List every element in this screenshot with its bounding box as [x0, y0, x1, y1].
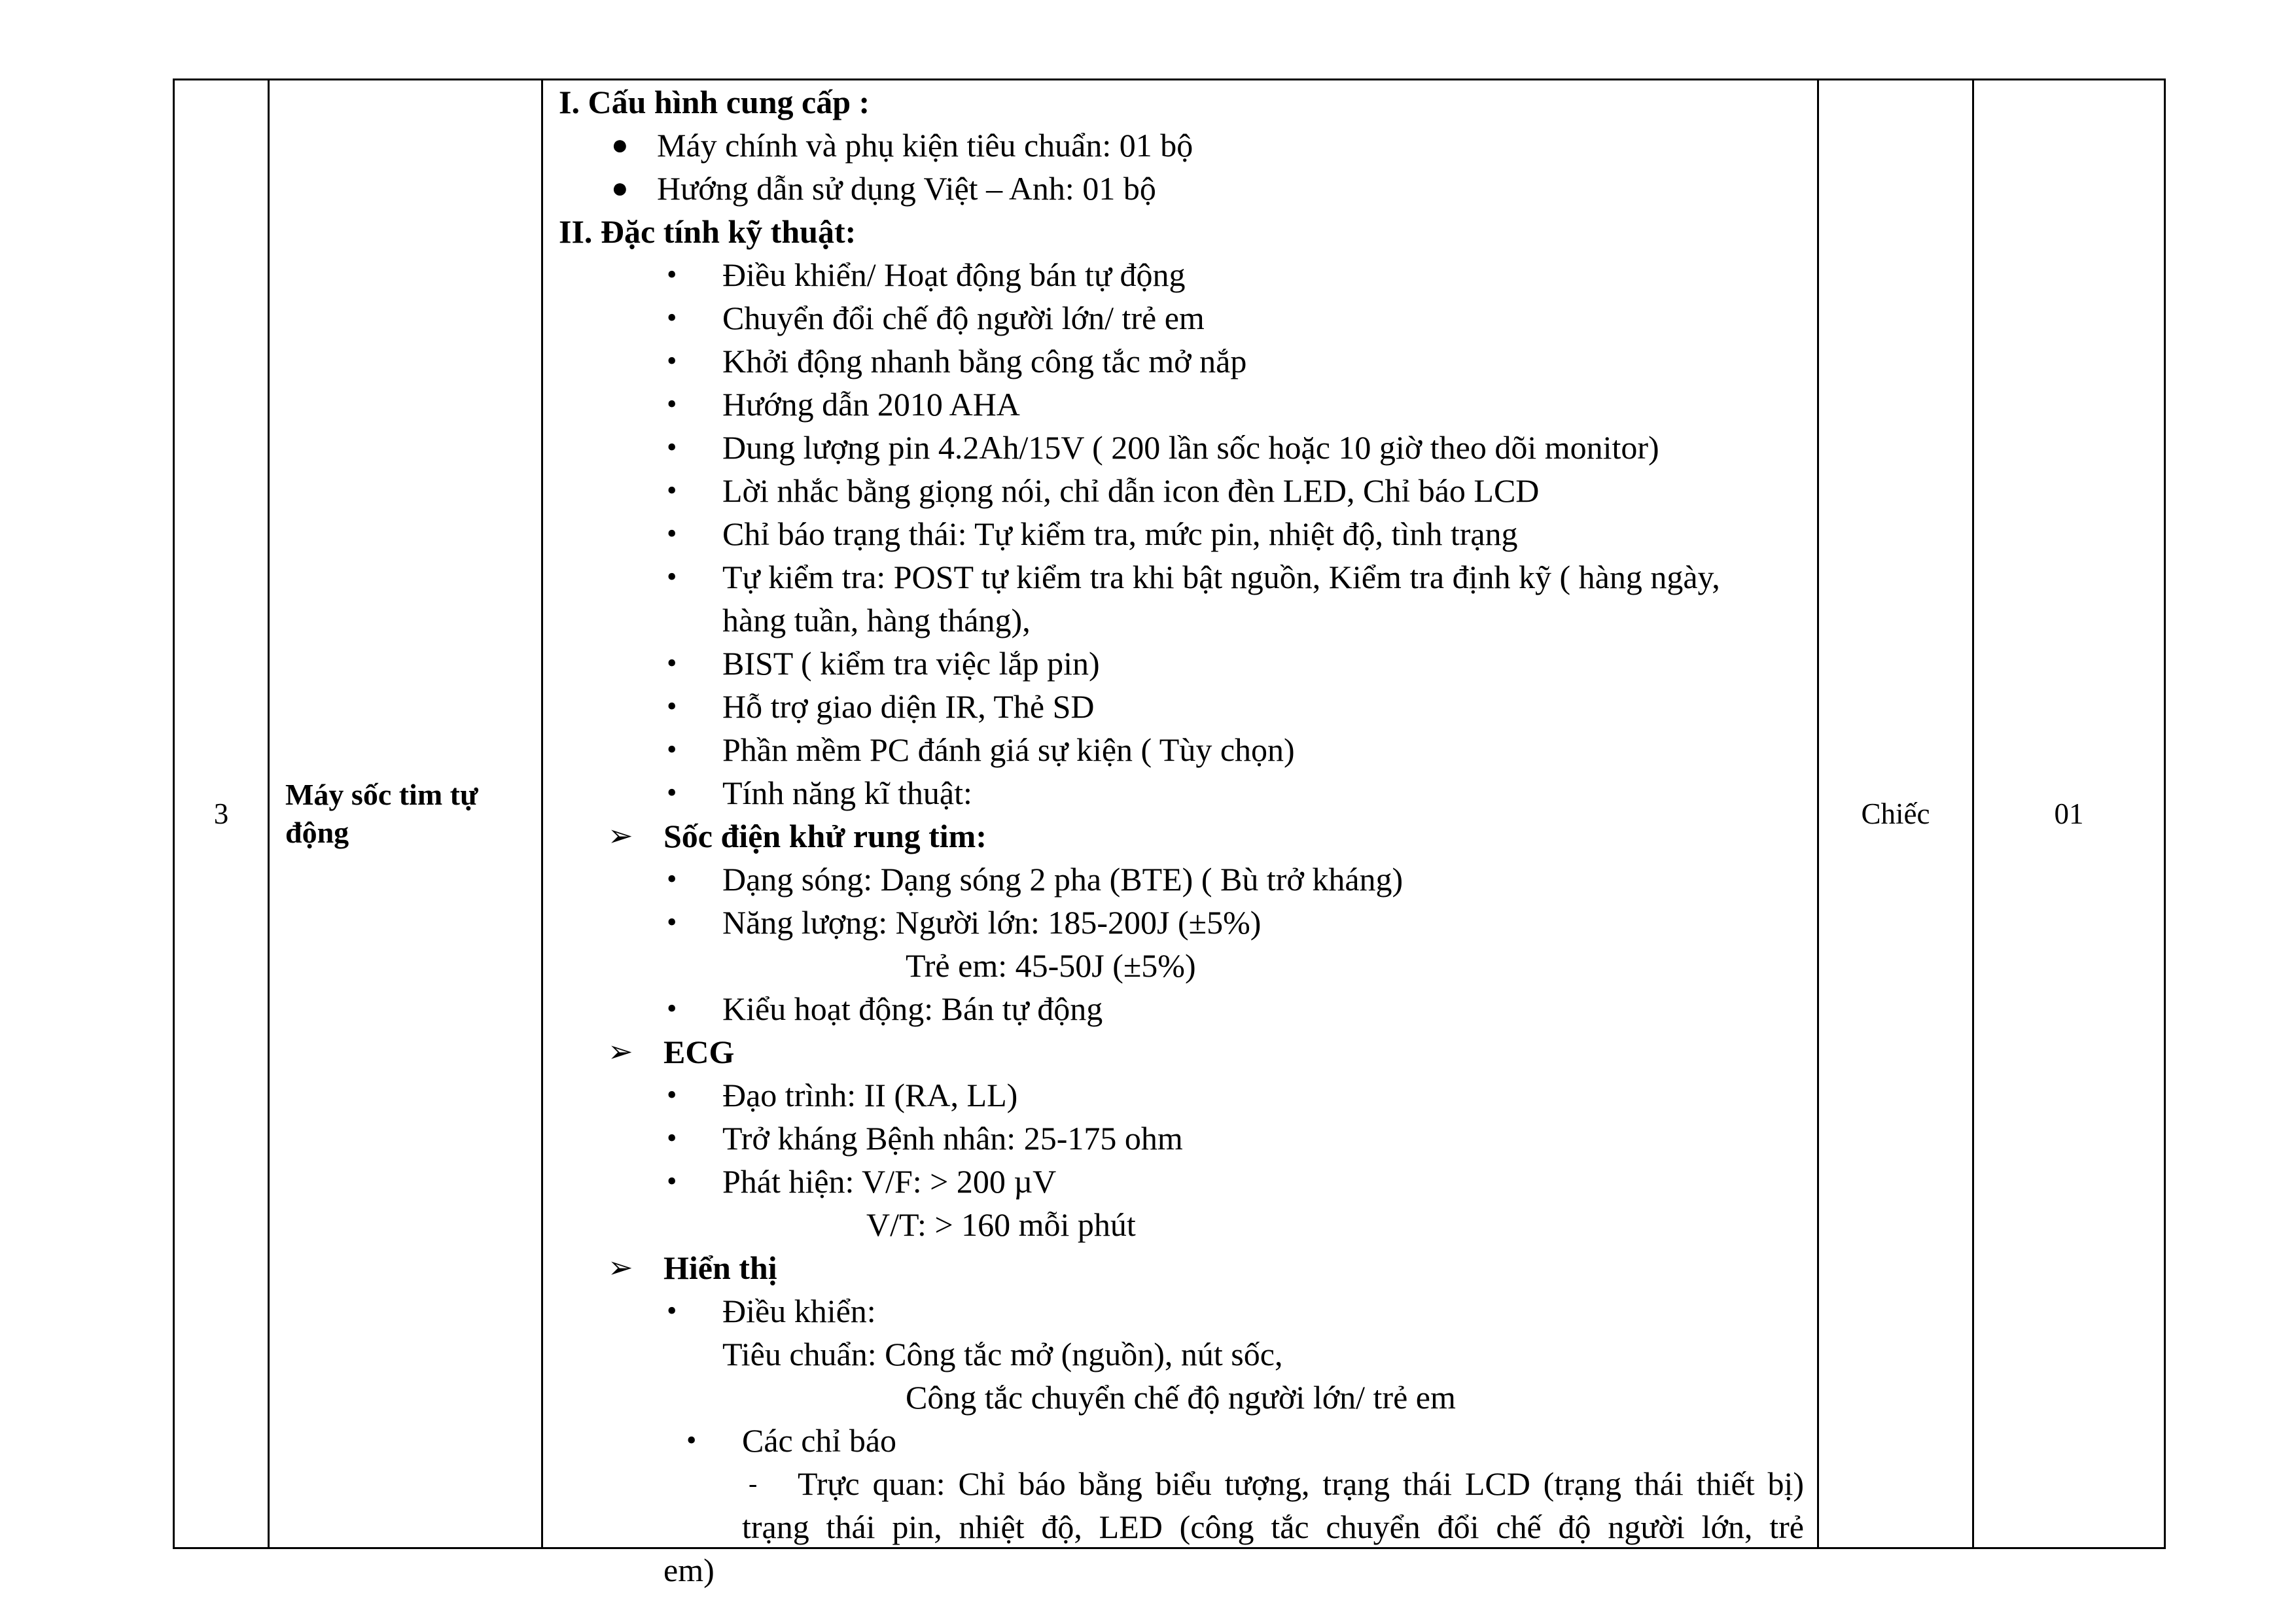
- bullet-icon: •: [667, 302, 677, 334]
- list-item: • Lời nhắc bằng giọng nói, chỉ dẫn icon đèn LED, Chỉ báo LCD: [559, 469, 1804, 512]
- bullet-icon: •: [667, 777, 677, 809]
- list-item: • Dung lượng pin 4.2Ah/15V ( 200 lần sốc hoặc 10 giờ theo dõi monitor): [559, 426, 1804, 469]
- dash-bullet-icon: -: [749, 1469, 758, 1498]
- bullet-icon: •: [667, 1122, 677, 1154]
- section1-title: I. Cấu hình cung cấp :: [559, 84, 870, 120]
- bullet-icon: •: [667, 345, 677, 377]
- unit-value: Chiếc: [1861, 797, 1930, 830]
- bullet-icon: •: [686, 1424, 697, 1456]
- list-item: - Trực quan: Chỉ báo bằng biểu tượng, trạng thái LCD (trạng thái thiết bị): [559, 1462, 1804, 1505]
- bullet-icon: •: [667, 431, 677, 463]
- bullet-icon: •: [667, 388, 677, 420]
- cell-quantity: [1974, 80, 2164, 1547]
- list-item: • Điều khiển/ Hoạt động bán tự động: [559, 253, 1804, 296]
- list-item: • Các chỉ báo: [559, 1419, 1804, 1462]
- list-item: • Phát hiện: V/F: > 200 µV: [559, 1160, 1804, 1203]
- list-item: ● Máy chính và phụ kiện tiêu chuẩn: 01 bộ: [559, 124, 1804, 167]
- cell-specification: [543, 80, 1819, 1588]
- list-item: ● Hướng dẫn sử dụng Việt – Anh: 01 bộ: [559, 167, 1804, 210]
- bullet-icon: •: [667, 992, 677, 1024]
- list-item: • Năng lượng: Người lớn: 185-200J (±5%): [559, 901, 1804, 944]
- quantity-value: 01: [2054, 797, 2084, 830]
- bullet-icon: •: [667, 906, 677, 938]
- list-item: • Tự kiểm tra: POST tự kiểm tra khi bật nguồn, Kiểm tra định kỹ ( hàng ngày,: [559, 555, 1804, 599]
- list-item: • Điều khiển:: [559, 1289, 1804, 1333]
- list-item: • Chuyển đổi chế độ người lớn/ trẻ em: [559, 296, 1804, 340]
- bullet-icon: •: [667, 1165, 677, 1197]
- bullet-icon: •: [667, 1295, 677, 1327]
- display-title: ➢ Hiển thị: [559, 1246, 1804, 1289]
- list-item-continuation: Tiêu chuẩn: Công tắc mở (nguồn), nút sốc,: [722, 1336, 1283, 1372]
- defib-title: ➢ Sốc điện khử rung tim:: [559, 814, 1804, 858]
- cell-name: [270, 80, 543, 1547]
- list-item: • Đạo trình: II (RA, LL): [559, 1073, 1804, 1117]
- bullet-icon: ●: [611, 172, 629, 204]
- bullet-icon: •: [667, 1079, 677, 1111]
- list-item: • Khởi động nhanh bằng công tắc mở nắp: [559, 340, 1804, 383]
- equipment-name: Máy sốc tim tự động: [285, 778, 478, 849]
- bullet-icon: •: [667, 690, 677, 722]
- bullet-icon: •: [667, 561, 677, 593]
- list-item-continuation: Công tắc chuyển chế độ người lớn/ trẻ em: [906, 1379, 1456, 1416]
- list-item: • Phần mềm PC đánh giá sự kiện ( Tùy chọn): [559, 728, 1804, 771]
- list-item-continuation: V/T: > 160 mỗi phút: [866, 1206, 1136, 1243]
- bullet-icon: •: [667, 863, 677, 895]
- bullet-icon: •: [667, 258, 677, 290]
- cell-stt: [175, 80, 270, 1547]
- list-item: • Dạng sóng: Dạng sóng 2 pha (BTE) ( Bù trở kháng): [559, 858, 1804, 901]
- list-item-continuation: em): [663, 1552, 715, 1588]
- list-item-continuation: Trẻ em: 45-50J (±5%): [906, 947, 1196, 984]
- list-item: • Hướng dẫn 2010 AHA: [559, 383, 1804, 426]
- bullet-icon: •: [667, 474, 677, 506]
- list-item: • Chỉ báo trạng thái: Tự kiểm tra, mức pin, nhiệt độ, tình trạng: [559, 512, 1804, 555]
- list-item: • Hỗ trợ giao diện IR, Thẻ SD: [559, 685, 1804, 728]
- list-item-continuation: hàng tuần, hàng tháng),: [722, 602, 1031, 638]
- ecg-title: ➢ ECG: [559, 1030, 1804, 1073]
- list-item-continuation: trạng thái pin, nhiệt độ, LED (công tắc chuyển đổi chế độ người lớn, trẻ: [742, 1509, 1804, 1545]
- specification-content: [559, 80, 1804, 1592]
- section2-title: II. Đặc tính kỹ thuật:: [559, 213, 857, 250]
- bullet-icon: •: [667, 517, 677, 550]
- arrow-bullet-icon: ➢: [608, 819, 633, 852]
- bullet-icon: •: [667, 733, 677, 765]
- bullet-icon: ●: [611, 129, 629, 161]
- stt-value: 3: [213, 797, 229, 830]
- list-item: • BIST ( kiểm tra việc lắp pin): [559, 642, 1804, 685]
- bullet-icon: •: [667, 647, 677, 679]
- arrow-bullet-icon: ➢: [608, 1035, 633, 1068]
- list-item: • Kiểu hoạt động: Bán tự động: [559, 987, 1804, 1030]
- equipment-table: [173, 79, 2166, 1588]
- list-item: • Trở kháng Bệnh nhân: 25-175 ohm: [559, 1117, 1804, 1160]
- list-item: • Tính năng kĩ thuật:: [559, 771, 1804, 814]
- arrow-bullet-icon: ➢: [608, 1251, 633, 1284]
- cell-unit: [1819, 80, 1974, 1547]
